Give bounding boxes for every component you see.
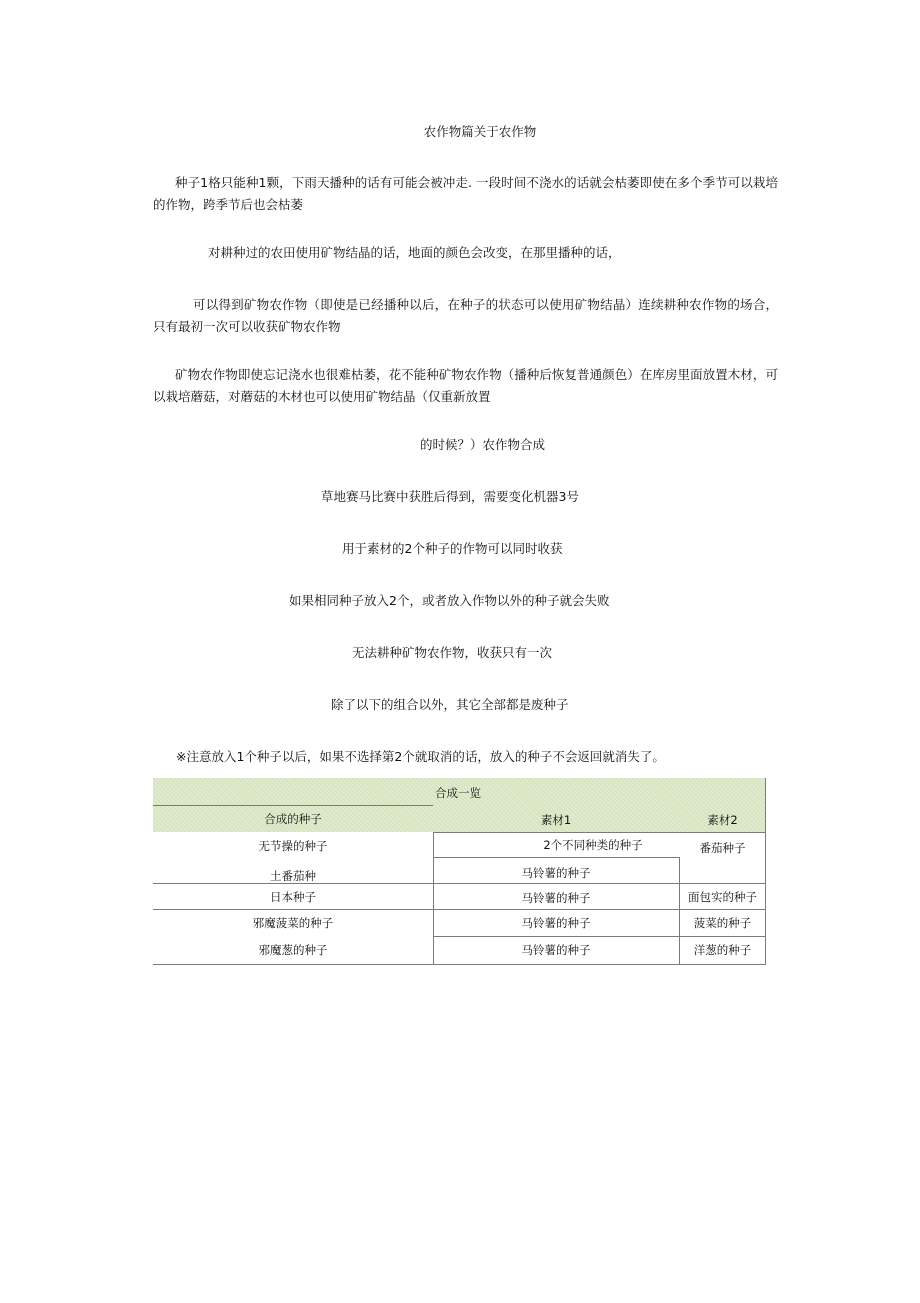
table-cell: 马铃薯的种子: [521, 943, 591, 957]
table-cell: 马铃薯的种子: [521, 866, 591, 880]
table-cell: 邪魔菠菜的种子: [252, 916, 334, 930]
page-title: 农作物篇关于农作物: [423, 124, 537, 139]
table-cell: 番茄种子: [699, 841, 746, 855]
table-cell: 面包实的种子: [688, 890, 757, 904]
rule: [765, 778, 766, 965]
text-harvest-once: 无法耕种矿物农作物，收获只有一次: [352, 645, 553, 660]
rule: [433, 832, 766, 833]
text-horse-race: 草地赛马比赛中获胜后得到，需要变化机器3号: [321, 489, 579, 504]
header-material-2: 素材2: [707, 813, 738, 827]
text-waste-seeds: 除了以下的组合以外，其它全部都是废种子: [331, 697, 569, 712]
table-cell: 洋葱的种子: [693, 943, 752, 957]
synthesis-table: [153, 778, 766, 965]
table-cell: 菠菜的种子: [693, 916, 752, 930]
rule: [433, 936, 766, 937]
rule: [433, 857, 679, 858]
table-cell: 日本种子: [270, 890, 316, 904]
paragraph-mushrooms: 矿物农作物即使忘记浇水也很难枯萎，花不能种矿物农作物（播种后恢复普通颜色）在库房里面放置木材，可以栽培蘑菇，对蘑菇的木材也可以使用矿物结晶（仅重新放置: [153, 367, 778, 404]
header-material-1: 素材1: [540, 813, 572, 827]
paragraph-seed-basics: 种子1格只能种1颗，下雨天播种的话有可能会被冲走. 一段时间不浇水的话就会枯萎即使在多个季节可以栽培的作物，跨季节后也会枯萎: [153, 175, 778, 212]
table-cell: 土番茄种: [270, 869, 316, 883]
text-harvest-together: 用于素材的2个种子的作物可以同时收获: [342, 541, 563, 556]
text-failure-condition: 如果相同种子放入2个，或者放入作物以外的种子就会失败: [289, 593, 610, 608]
rule: [153, 909, 766, 910]
table-cell: 2个不同种类的种子: [543, 838, 643, 852]
table-cell: 邪魔葱的种子: [258, 943, 328, 957]
table-cell: 无节操的种子: [258, 839, 328, 853]
table-caption: 合成一览: [435, 786, 481, 800]
rule: [153, 964, 766, 965]
table-cell: 马铃薯的种子: [521, 891, 591, 905]
rule: [433, 883, 766, 884]
header-synth-seed: 合成的种子: [264, 812, 322, 826]
paragraph-mineral-crops: 可以得到矿物农作物（即使是已经播种以后，在种子的状态可以使用矿物结晶）连续耕种农作物的场合，只有最初一次可以收获矿物农作物: [153, 297, 778, 334]
text-crop-synthesis: 的时候？）农作物合成: [420, 437, 546, 452]
note-text: ※注意放入1个种子以后，如果不选择第2个就取消的话，放入的种子不会返回就消失了。: [176, 749, 665, 764]
paragraph-mineral-crystal: 对耕种过的农田使用矿物结晶的话，地面的颜色会改变，在那里播种的话，: [208, 245, 621, 260]
table-cell: 马铃薯的种子: [521, 916, 591, 930]
rule: [153, 805, 433, 806]
